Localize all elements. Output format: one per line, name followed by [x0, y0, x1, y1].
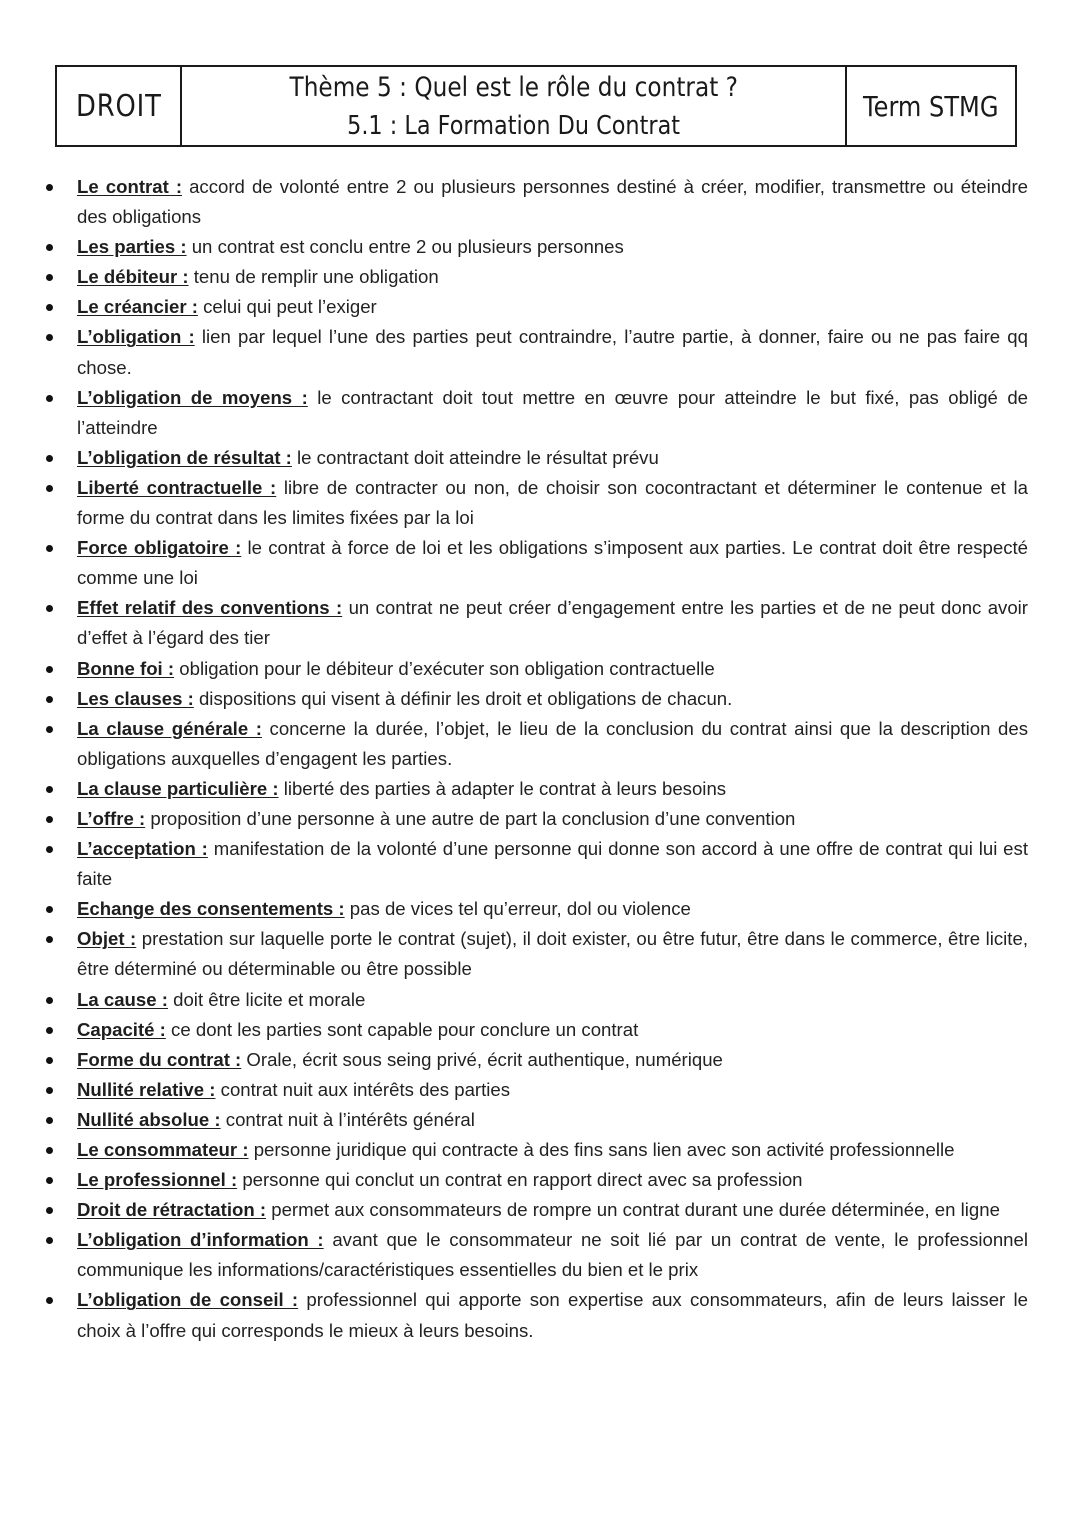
definition-item	[77, 322, 1028, 382]
definition-term: Les clauses :	[77, 687, 194, 709]
definition-item	[77, 1195, 1028, 1225]
definition-item	[77, 383, 1028, 443]
definition-item	[77, 533, 1028, 593]
definition-term: Le débiteur :	[77, 266, 189, 288]
definition-item	[77, 1285, 1028, 1345]
definition-text: personne juridique qui contracte à des fins sans lien avec son activité professionnelle	[253, 1139, 955, 1160]
definition-term: Forme du contrat :	[77, 1048, 242, 1070]
definition-text: ce dont les parties sont capable pour conclure un contrat	[171, 1018, 639, 1040]
definition-text: avant que le consommateur ne soit lié par un contrat de vente, le professionnel communique les informations/caractéristiques essentielles du bien et le prix	[77, 1229, 1028, 1281]
definition-text: le contrat à force de loi et les obligations s’imposent aux parties. Le contrat doit être respecté comme une loi	[77, 537, 1029, 589]
definition-item	[77, 894, 1028, 924]
definition-text: liberté des parties à adapter le contrat à leurs besoins	[283, 777, 727, 799]
definition-text: un contrat ne peut créer d’engagement entre les parties et de ne peut donc avoir d’effet à l’égard des tier	[77, 597, 1029, 649]
definition-item	[77, 654, 1028, 684]
definition-text: proposition d’une personne à une autre de part la conclusion d’une convention	[150, 807, 796, 829]
definition-text: celui qui peut l’exiger	[203, 296, 377, 318]
definition-item	[77, 1015, 1028, 1045]
definition-text: personne qui conclut un contrat en rapport direct avec sa profession	[242, 1169, 803, 1191]
definition-term: L’acceptation :	[77, 838, 208, 860]
definition-term: Droit de rétractation :	[77, 1199, 267, 1221]
definition-item	[77, 1225, 1028, 1285]
subject-cell	[57, 67, 182, 145]
definition-text: contrat nuit aux intérêts des parties	[220, 1078, 511, 1100]
chapter-title: 5.1 : La Formation Du Contrat	[347, 111, 680, 141]
definition-item	[77, 443, 1028, 473]
definitions-list	[77, 172, 1028, 1346]
title-cell	[182, 67, 847, 145]
definition-item	[77, 262, 1028, 292]
definition-term: Nullité absolue :	[77, 1108, 221, 1130]
definition-item	[77, 804, 1028, 834]
definition-text: le contractant doit tout mettre en œuvre pour atteindre le but fixé, pas obligé de l’atteindre	[77, 386, 1029, 438]
theme-title: Thème 5 : Quel est le rôle du contrat ?	[289, 72, 738, 103]
definition-term: La cause :	[77, 988, 168, 1010]
definition-term: L’obligation de résultat :	[77, 446, 292, 468]
definition-term: Le consommateur :	[77, 1139, 249, 1160]
definition-term: Le professionnel :	[77, 1169, 238, 1191]
header-table	[55, 65, 1017, 147]
definition-item	[77, 593, 1028, 653]
definition-text: professionnel qui apporte son expertise aux consommateurs, afin de leurs laisser le choix à l’offre qui corresponds le mieux à leurs besoins.	[77, 1289, 1028, 1341]
definition-item	[77, 714, 1028, 774]
definition-item	[77, 172, 1028, 232]
definition-text: prestation sur laquelle porte le contrat (sujet), il doit exister, ou être futur, être dans le commerce, être licite, être déterminé ou déterminable ou être possible	[77, 928, 1028, 980]
class-cell	[847, 67, 1015, 145]
definition-item	[77, 774, 1028, 804]
definition-term: Le contrat :	[77, 176, 183, 197]
definition-term: La clause générale :	[77, 717, 262, 739]
definition-item	[77, 1045, 1028, 1075]
definition-term: Capacité :	[77, 1018, 166, 1040]
definition-item	[77, 292, 1028, 322]
definition-text: dispositions qui visent à définir les droit et obligations de chacun.	[198, 687, 733, 709]
definition-text: un contrat est conclu entre 2 ou plusieurs personnes	[191, 236, 624, 258]
definition-text: obligation pour le débiteur d’exécuter son obligation contractuelle	[179, 657, 715, 679]
definition-term: Nullité relative :	[77, 1078, 216, 1100]
definition-term: L’obligation :	[77, 326, 195, 348]
definition-text: Orale, écrit sous seing privé, écrit authentique, numérique	[246, 1048, 723, 1070]
definition-item	[77, 924, 1028, 984]
definition-item	[77, 985, 1028, 1015]
definition-item	[77, 684, 1028, 714]
definition-item	[77, 834, 1028, 894]
definition-item	[77, 232, 1028, 262]
definition-text: tenu de remplir une obligation	[193, 266, 439, 288]
class-level-label: Term STMG	[863, 89, 999, 123]
definition-item	[77, 1135, 1028, 1165]
definition-text: libre de contracter ou non, de choisir son cocontractant et déterminer le contenue et la forme du contrat dans les limites fixées par la loi	[77, 476, 1028, 529]
definition-term: Echange des consentements :	[77, 898, 345, 920]
definition-item	[77, 1075, 1028, 1105]
definition-term: L’obligation d’information :	[77, 1229, 324, 1251]
definition-item	[77, 1105, 1028, 1135]
definition-term: Liberté contractuelle :	[77, 476, 277, 498]
definition-text: le contractant doit atteindre le résultat prévu	[297, 446, 659, 468]
definition-term: L’obligation de moyens :	[77, 386, 308, 408]
definition-item	[77, 1165, 1028, 1195]
definition-term: L’offre :	[77, 807, 146, 829]
definition-term: Force obligatoire :	[77, 537, 242, 559]
definition-term: Le créancier :	[77, 296, 198, 318]
definition-term: Effet relatif des conventions :	[77, 597, 343, 619]
definition-text: pas de vices tel qu’erreur, dol ou violence	[349, 898, 691, 920]
definition-text: contrat nuit à l’intérêts général	[225, 1108, 475, 1130]
definition-item	[77, 473, 1028, 533]
definition-term: Les parties :	[77, 236, 187, 258]
definition-text: manifestation de la volonté d’une personne qui donne son accord à une offre de contrat qui lui est faite	[77, 838, 1028, 890]
definition-term: Objet :	[77, 928, 137, 950]
definition-text: lien par lequel l’une des parties peut contraindre, l’autre partie, à donner, faire ou ne pas faire qq chose.	[77, 326, 1028, 378]
definition-text: doit être licite et morale	[173, 988, 366, 1010]
definition-text: accord de volonté entre 2 ou plusieurs personnes destiné à créer, modifier, transmettre ou éteindre des obligations	[77, 176, 1028, 228]
definition-term: La clause particulière :	[77, 777, 279, 799]
definition-term: L’obligation de conseil :	[77, 1289, 299, 1311]
subject-label: DROIT	[75, 88, 162, 124]
definition-text: permet aux consommateurs de rompre un contrat durant une durée déterminée, en ligne	[271, 1199, 1000, 1221]
definition-text: concerne la durée, l’objet, le lieu de la conclusion du contrat ainsi que la description des obligations auxquelles d’engagent les parties.	[77, 717, 1028, 769]
definition-term: Bonne foi :	[77, 657, 175, 679]
